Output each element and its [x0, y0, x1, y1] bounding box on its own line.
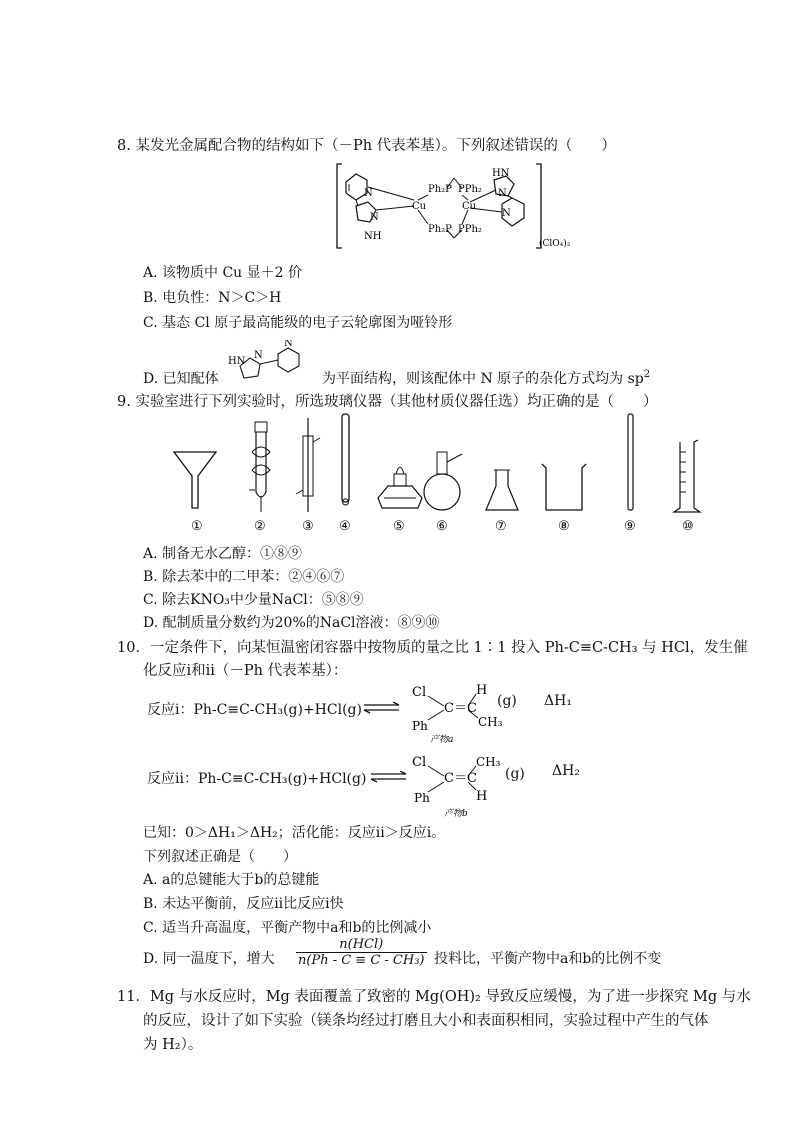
- a-ph: Ph: [412, 719, 428, 733]
- nh-label: NH: [364, 231, 382, 242]
- a-ch3: CH₃: [478, 715, 503, 729]
- a-h: H: [476, 683, 488, 698]
- a-cl: Cl: [412, 685, 427, 700]
- n-label-right-py: N: [502, 208, 511, 219]
- q10-option-d-pre: D. 同一温度下，增大: [143, 951, 275, 967]
- distillation-flask-icon: [424, 452, 462, 510]
- label-3: ③: [302, 519, 314, 534]
- b-ph: Ph: [414, 791, 430, 805]
- b-h: H: [476, 789, 488, 804]
- separatory-funnel-icon: [249, 422, 270, 512]
- reaction-ii-reactants: 反应ii：Ph-C≡C-CH₃(g)+HCl(g): [147, 771, 367, 787]
- label-1: ①: [191, 519, 203, 534]
- label-2: ②: [254, 519, 266, 534]
- q9-apparatus-row: [160, 412, 720, 538]
- q8-option-d-pre: D. 已知配体: [143, 371, 219, 387]
- q9-option-d: D. 配制质量分数约为20%的NaCl溶液：⑧⑨⑩: [143, 615, 440, 631]
- q11-line3: 为 H₂）。: [143, 1037, 203, 1053]
- hn-label: HN: [492, 168, 510, 179]
- label-7: ⑦: [495, 519, 507, 534]
- cu-right: Cu: [462, 201, 477, 212]
- q10-option-c: C. 适当升高温度，平衡产物中a和b的比例减小: [143, 920, 432, 936]
- counter-ion: (ClO₄)₂: [539, 239, 571, 249]
- sp2-superscript: 2: [643, 369, 651, 380]
- q8-option-d-post: [322, 368, 650, 388]
- condenser-icon: [296, 418, 320, 512]
- ligand-hn: HN: [228, 356, 246, 367]
- q8-option-b: B. 电负性：N＞C＞H: [143, 290, 282, 306]
- q10-option-d-fraction: [296, 937, 427, 968]
- reaction-i-reactants: 反应i：Ph-C≡C-CH₃(g)+HCl(g): [147, 702, 362, 718]
- b-ch3: CH₃: [476, 755, 501, 769]
- b-cl: Cl: [412, 755, 427, 770]
- glass-rod-icon: [628, 414, 633, 510]
- ph2p-top-left: Ph₂P: [428, 184, 452, 195]
- thermometer-icon: [342, 414, 349, 505]
- fraction-numerator: n(HCl): [296, 937, 427, 953]
- beaker-icon: [542, 464, 586, 510]
- reaction-ii-state: (g): [505, 766, 525, 782]
- q8-option-a: A. 该物质中 Cu 显＋2 价: [143, 265, 302, 281]
- label-10: ⑩: [682, 519, 694, 534]
- product-a-structure: [408, 680, 528, 744]
- q8-option-c: C. 基态 Cl 原子最高能级的电子云轮廓图为哑铃形: [143, 315, 453, 331]
- ligand-n2: N: [284, 340, 293, 349]
- q9-option-c: C. 除去KNO₃中少量NaCl：⑤⑧⑨: [143, 592, 364, 608]
- n-label-left: N: [364, 188, 373, 199]
- label-5: ⑤: [393, 519, 405, 534]
- ph2p-bottom-left: Ph₂P: [428, 224, 452, 235]
- alcohol-lamp-icon: [378, 467, 422, 508]
- graduated-cylinder-icon: [674, 440, 700, 512]
- n-label-left-pz: N: [370, 212, 379, 223]
- q9-stem: 9. 实验室进行下列实验时，所选玻璃仪器（其他材质仪器任选）均正确的是（ ）: [117, 394, 658, 410]
- product-b-label: 产物b: [444, 809, 468, 818]
- q11-line2: 的反应，设计了如下实验（镁条均经过打磨且大小和表面积相同，实验过程中产生的气体: [143, 1013, 709, 1029]
- delta-h1: ΔH₁: [544, 693, 572, 709]
- q10-option-b: B. 未达平衡前，反应ii比反应i快: [143, 896, 344, 912]
- q10-stem-line2: 化反应i和ii（－Ph 代表苯基）：: [143, 663, 348, 679]
- q8-stem: 8. 某发光金属配合物的结构如下（－Ph 代表苯基）。下列叙述错误的（ ）: [117, 138, 616, 154]
- ligand-n1: N: [254, 350, 263, 361]
- pph2-top-right: PPh₂: [458, 184, 482, 195]
- q10-known: 已知：0＞ΔH₁＞ΔH₂；活化能：反应ii＞反应i。: [143, 825, 446, 841]
- q11-line1: 11．Mg 与水反应时，Mg 表面覆盖了致密的 Mg(OH)₂ 导致反应缓慢，为了进一步探究 Mg 与水: [117, 989, 751, 1005]
- label-4: ④: [339, 519, 351, 534]
- q8-ligand-structure: [228, 340, 320, 384]
- equilibrium-arrow-icon: [370, 771, 408, 783]
- product-b-structure: [410, 752, 530, 818]
- product-a-label: 产物a: [430, 735, 454, 744]
- q8-complex-structure: [334, 160, 574, 252]
- a-c-eq-c: C＝C: [444, 701, 477, 716]
- pph2-bottom-right: PPh₂: [458, 224, 482, 235]
- q10-stem-line1: 10．一定条件下，向某恒温密闭容器中按物质的量之比 1∶1 投入 Ph-C≡C-CH₃ 与 HCl，发生催: [117, 640, 748, 656]
- q10-ask: 下列叙述正确是（ ）: [143, 849, 297, 865]
- b-c-eq-c: C＝C: [444, 771, 477, 786]
- delta-h2: ΔH₂: [552, 763, 580, 779]
- q9-option-b: B. 除去苯中的二甲苯：②④⑥⑦: [143, 569, 345, 585]
- reaction-i-state: (g): [497, 693, 517, 709]
- q9-option-a: A. 制备无水乙醇：①⑧⑨: [143, 546, 303, 562]
- conical-flask-icon: [486, 470, 518, 510]
- q8-option-d-text: 为平面结构，则该配体中 N 原子的杂化方式均为 sp: [322, 371, 644, 387]
- label-9: ⑨: [624, 519, 636, 534]
- funnel-icon: [174, 452, 216, 508]
- label-8: ⑧: [558, 519, 570, 534]
- n-label-right: N: [498, 188, 507, 199]
- q10-option-a: A. a的总键能大于b的总键能: [143, 872, 320, 888]
- label-6: ⑥: [436, 519, 448, 534]
- q10-option-d-post: 投料比，平衡产物中a和b的比例不变: [434, 951, 662, 967]
- equilibrium-arrow-icon: [363, 702, 401, 714]
- cu-left: Cu: [412, 201, 427, 212]
- fraction-denominator: n(Ph - C ≡ C - CH₃): [298, 953, 425, 968]
